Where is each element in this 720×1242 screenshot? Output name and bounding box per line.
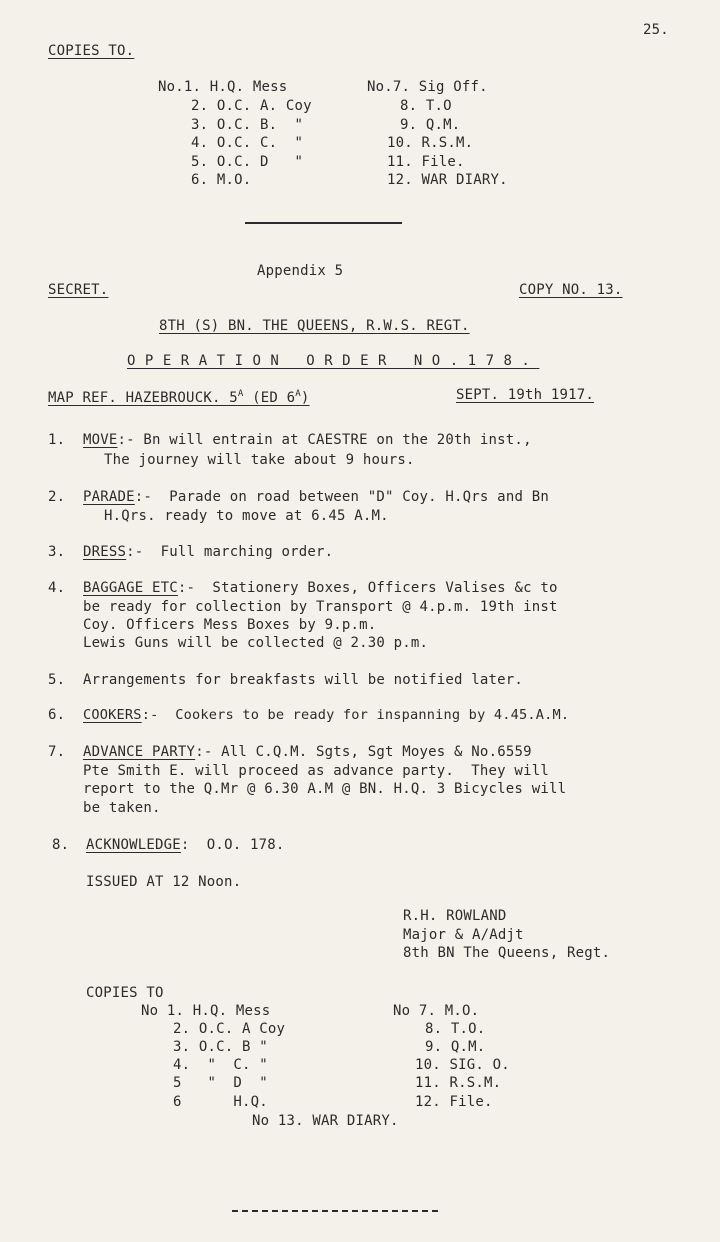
order-line: be taken. [83, 800, 161, 816]
order-number: 5. [48, 672, 66, 688]
copy-entry: 6. M.O. [191, 172, 252, 188]
order-label: COOKERS [83, 707, 142, 723]
order-number: 7. [48, 744, 66, 760]
signatory-rank: Major & A/Adjt [403, 927, 524, 943]
copy-entry-war-diary: No 13. WAR DIARY. [252, 1113, 399, 1129]
copy-entry: 4. " C. " [173, 1057, 268, 1073]
copy-entry: No 7. M.O. [393, 1003, 480, 1019]
order-line: DRESS:- Full marching order. [83, 544, 334, 560]
copy-entry: 3. O.C. B " [173, 1039, 268, 1055]
order-line: The journey will take about 9 hours. [104, 452, 415, 468]
order-line: MOVE:- Bn will entrain at CAESTRE on the 20th inst., [83, 432, 532, 448]
appendix-label: Appendix 5 [257, 263, 344, 279]
copy-entry: 10. SIG. O. [415, 1057, 510, 1073]
order-label: MOVE [83, 432, 118, 448]
order-number: 2. [48, 489, 66, 505]
copy-entry: 11. R.S.M. [415, 1075, 502, 1091]
order-number: 8. [52, 837, 70, 853]
operation-order-title: OPERATION ORDER NO.178. [127, 353, 540, 369]
copy-entry: 2. O.C. A. Coy [191, 98, 312, 114]
order-line: ADVANCE PARTY:- All C.Q.M. Sgts, Sgt Moyes & No.6559 [83, 744, 532, 760]
unit-title: 8TH (S) BN. THE QUEENS, R.W.S. REGT. [159, 318, 470, 334]
order-line: ACKNOWLEDGE: O.O. 178. [86, 837, 285, 853]
order-label: ACKNOWLEDGE [86, 837, 181, 853]
copy-entry: 9. Q.M. [425, 1039, 486, 1055]
copy-entry: 5. O.C. D " [191, 154, 304, 170]
copy-entry: 6 H.Q. [173, 1094, 268, 1110]
top-copies-heading: COPIES TO. [48, 43, 135, 59]
copy-entry: No.1. H.Q. Mess [158, 79, 288, 95]
order-line: PARADE:- Parade on road between "D" Coy. H.Qrs and Bn [83, 489, 549, 505]
signatory-unit: 8th BN The Queens, Regt. [403, 945, 611, 961]
copy-entry: 3. O.C. B. " [191, 117, 304, 133]
closing-divider [232, 1210, 438, 1212]
order-line: Lewis Guns will be collected @ 2.30 p.m. [83, 635, 429, 651]
copy-entry: 4. O.C. C. " [191, 135, 304, 151]
bottom-copies-heading: COPIES TO [86, 985, 164, 1001]
order-label: PARADE [83, 489, 135, 505]
order-line: BAGGAGE ETC:- Stationery Boxes, Officers Valises &c to [83, 580, 558, 596]
map-reference: MAP REF. HAZEBROUCK. $5^A$ (ED $6^A$) [48, 389, 310, 406]
copy-entry: 2. O.C. A Coy [173, 1021, 286, 1037]
copy-entry: 11. File. [387, 154, 465, 170]
order-date: SEPT. 19th 1917. [456, 387, 595, 403]
copy-entry: No 1. H.Q. Mess [141, 1003, 271, 1019]
order-line: be ready for collection by Transport @ 4.p.m. 19th inst [83, 599, 558, 615]
copy-entry: 8. T.O. [425, 1021, 486, 1037]
copy-entry: 8. T.O [400, 98, 452, 114]
order-line: H.Qrs. ready to move at 6.45 A.M. [104, 508, 389, 524]
order-line: report to the Q.Mr @ 6.30 A.M @ BN. H.Q. 3 Bicycles will [83, 781, 567, 797]
order-number: 3. [48, 544, 66, 560]
order-number: 6. [48, 707, 66, 723]
copy-entry: No.7. Sig Off. [367, 79, 488, 95]
order-number: 1. [48, 432, 66, 448]
copy-entry: 12. WAR DIARY. [387, 172, 508, 188]
copy-entry: 10. R.S.M. [387, 135, 474, 151]
issued-time: ISSUED AT 12 Noon. [86, 874, 242, 890]
order-line: COOKERS:- Cookers to be ready for inspanning by 4.45.A.M. [83, 707, 570, 723]
order-label: BAGGAGE ETC [83, 580, 178, 596]
signatory-name: R.H. ROWLAND [403, 908, 507, 924]
order-label: DRESS [83, 544, 127, 560]
section-divider [245, 222, 402, 224]
page-number: 25. [643, 22, 669, 38]
order-label: ADVANCE PARTY [83, 744, 196, 760]
order-line: Pte Smith E. will proceed as advance party. They will [83, 763, 549, 779]
copy-entry: 12. File. [415, 1094, 493, 1110]
copy-entry: 9. Q.M. [400, 117, 461, 133]
order-line: Arrangements for breakfasts will be notified later. [83, 672, 524, 688]
order-number: 4. [48, 580, 66, 596]
secret-label: SECRET. [48, 282, 109, 298]
copy-entry: 5 " D " [173, 1075, 268, 1091]
copy-number: COPY NO. 13. [519, 282, 623, 298]
order-line: Coy. Officers Mess Boxes by 9.p.m. [83, 617, 377, 633]
